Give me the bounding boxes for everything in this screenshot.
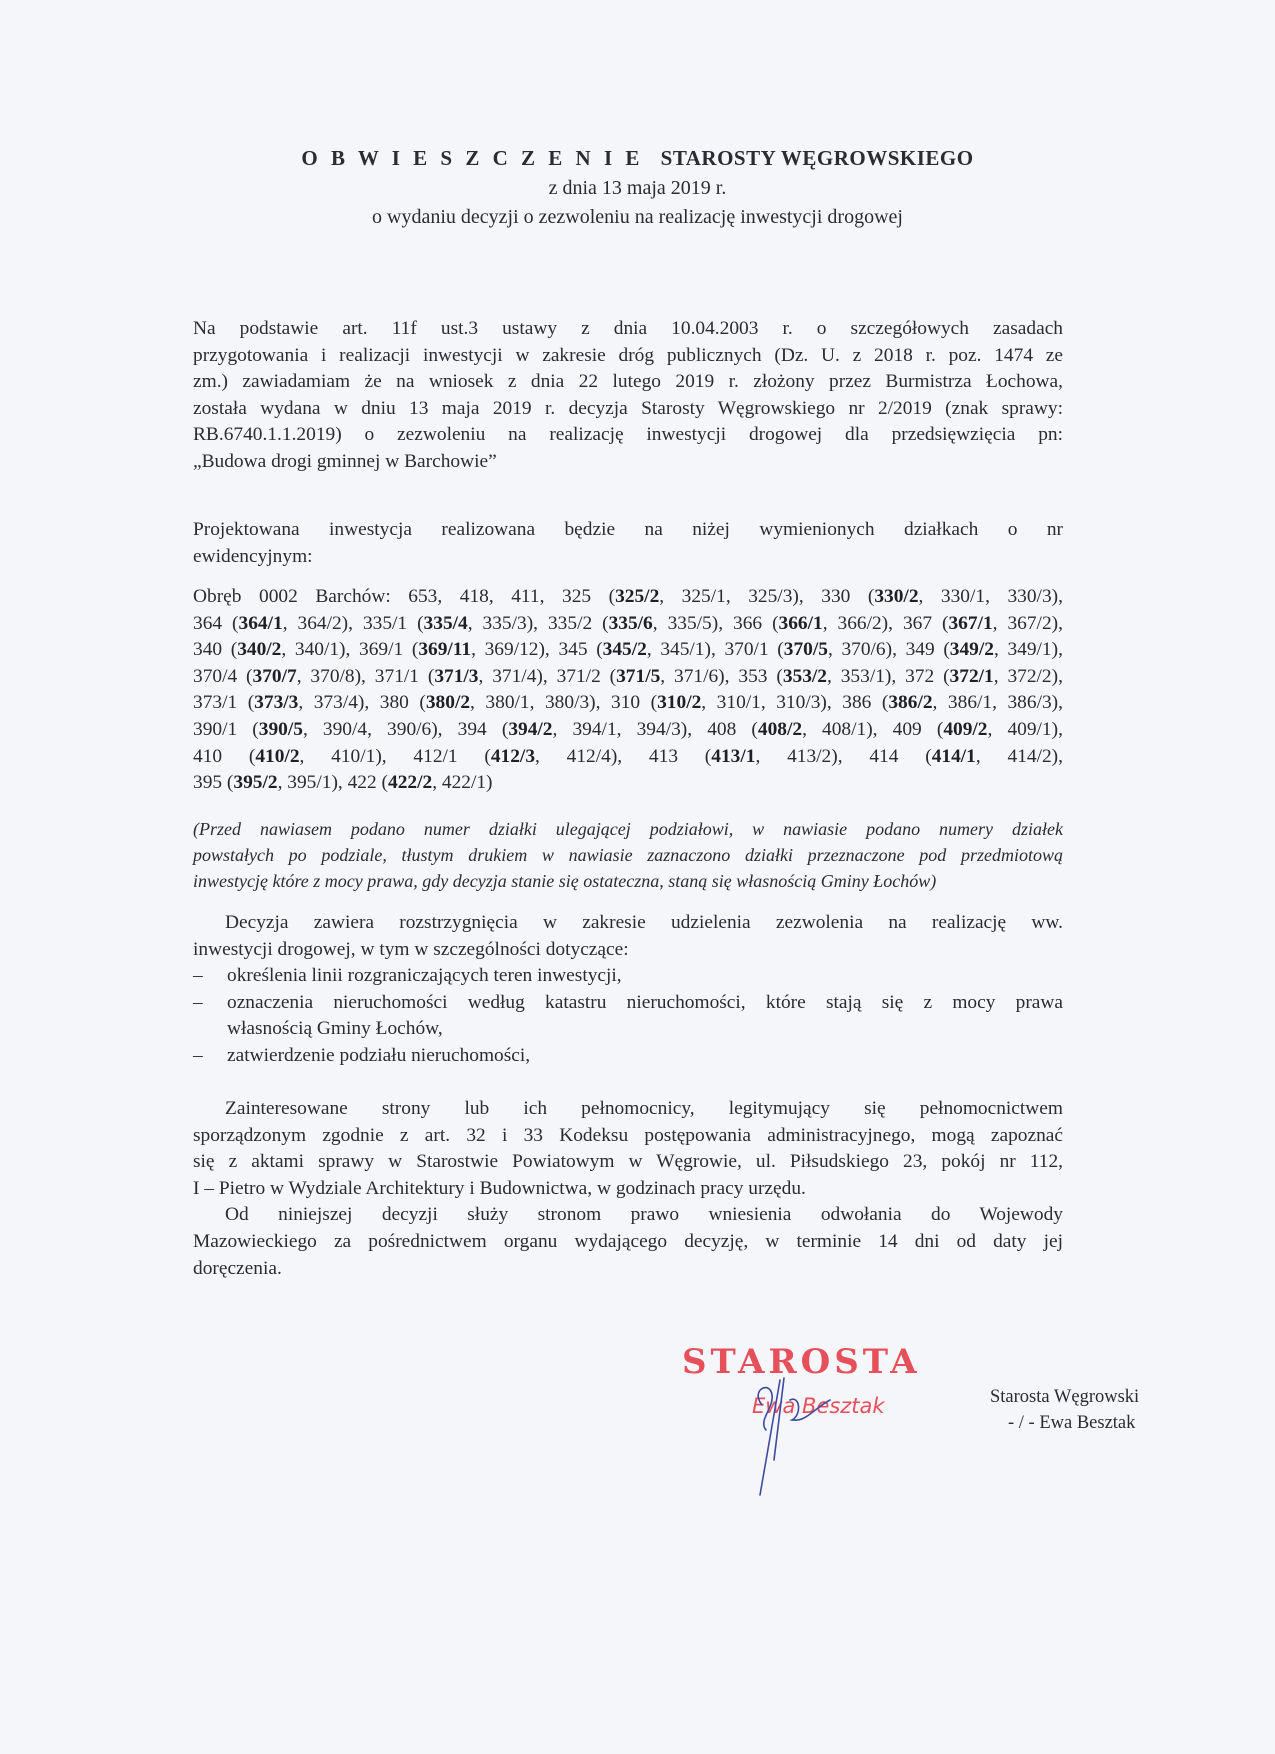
plot-list-line: 410 (410/2, 410/1), 412/1 (412/3, 412/4), 413 (413/1, 413/2), 414 (414/1, 414/2), xyxy=(193,745,1063,767)
text-line: Na podstawie art. 11f ust.3 ustawy z dnia 10.04.2003 r. o szczegółowych zasadach xyxy=(193,318,1063,339)
plot-list-note xyxy=(193,816,1063,894)
plot-list xyxy=(193,584,1063,797)
plot-number-bold: 409/2 xyxy=(943,718,988,740)
plot-number-bold: 371/5 xyxy=(616,665,661,687)
plot-number-bold: 413/1 xyxy=(711,745,756,767)
text-line: Od niniejszej decyzji służy stronom prawo wniesienia odwołania do Wojewody xyxy=(225,1204,1063,1226)
plot-number-bold: 310/2 xyxy=(657,692,702,714)
plot-list-line: Obręb 0002 Barchów: 653, 418, 411, 325 (325/2, 325/1, 325/3), 330 (330/2, 330/1, 330/3), xyxy=(193,586,1063,607)
text-line: (Przed nawiasem podano numer działki ulegającej podziałowi, w nawiasie podano numery działek xyxy=(193,819,1063,839)
document-date: z dnia 13 maja 2019 r. xyxy=(548,177,727,199)
handwritten-signature-icon xyxy=(740,1360,860,1500)
paragraph-legal-basis xyxy=(193,316,1063,476)
paragraph-file-access xyxy=(193,1096,1063,1282)
dash-bullet: – xyxy=(193,965,203,987)
text-line: Projektowana inwestycja realizowana będzie na niżej wymienionych działkach o nr xyxy=(193,519,1063,540)
text-line: Mazowieckiego za pośrednictwem organu wydającego decyzję, w terminie 14 dni od daty jej xyxy=(193,1230,1063,1252)
text-line: zatwierdzenie podziału nieruchomości, xyxy=(227,1044,531,1066)
text-line: zm.) zawiadamiam że na wniosek z dnia 22 lutego 2019 r. złożony przez Burmistrza Łochowa, xyxy=(193,371,1063,393)
title-spaced: O B W I E S Z C Z E N I E xyxy=(301,146,644,170)
plot-number-bold: 414/1 xyxy=(931,745,976,767)
list-item xyxy=(193,963,1063,990)
text-line: doręczenia. xyxy=(193,1257,282,1279)
text-line: określenia linii rozgraniczających teren inwestycji, xyxy=(227,965,622,987)
text-line: inwestycji drogowej, w tym w szczególności dotyczące: xyxy=(193,938,629,960)
text-line: RB.6740.1.1.2019) o zezwoleniu na realizację inwestycji drogowej dla przedsięwzięcia pn: xyxy=(193,424,1063,446)
plot-list-line: 364 (364/1, 364/2), 335/1 (335/4, 335/3), 335/2 (335/6, 335/5), 366 (366/1, 366/2), 367 (367/1, 367/2), xyxy=(193,612,1063,634)
signer-block xyxy=(990,1384,1139,1436)
text-line: Decyzja zawiera rozstrzygnięcia w zakresie udzielenia zezwolenia na realizację ww. xyxy=(225,912,1063,933)
plot-number-bold: 335/6 xyxy=(608,612,653,634)
document-subject: o wydaniu decyzji o zezwoleniu na realizację inwestycji drogowej xyxy=(372,206,903,228)
text-line: I – Pietro w Wydziale Architektury i Budownictwa, w godzinach pracy urzędu. xyxy=(193,1177,806,1199)
signer-role: Starosta Węgrowski xyxy=(990,1387,1140,1407)
plot-list-line: 390/1 (390/5, 390/4, 390/6), 394 (394/2, 394/1, 394/3), 408 (408/2, 408/1), 409 (409/2, 409/1), xyxy=(193,718,1063,740)
paragraph-decision-scope xyxy=(193,910,1063,1070)
plot-number-bold: 410/2 xyxy=(255,745,300,767)
text-line: powstałych po podziale, tłustym drukiem w nawiasie zaznaczono działki przeznaczone pod przedmiotową xyxy=(193,845,1063,865)
plot-number-bold: 370/7 xyxy=(252,665,297,687)
plot-list-line: 395 (395/2, 395/1), 422 (422/2, 422/1) xyxy=(193,772,493,794)
plot-number-bold: 345/2 xyxy=(602,639,647,661)
paragraph-plots-intro xyxy=(193,517,1063,570)
stamp-title: STAROSTA xyxy=(682,1342,921,1382)
plot-number-bold: 330/2 xyxy=(874,586,919,607)
stamp-name: Ewa Besztak xyxy=(752,1394,885,1418)
plot-number-bold: 390/5 xyxy=(258,718,303,740)
plot-number-bold: 364/1 xyxy=(238,612,283,634)
plot-number-bold: 371/3 xyxy=(434,665,479,687)
plot-number-bold: 380/2 xyxy=(425,692,471,714)
text-line: Zainteresowane strony lub ich pełnomocnicy, legitymujący się pełnomocnictwem xyxy=(225,1098,1063,1119)
plot-number-bold: 340/2 xyxy=(237,639,282,661)
list-item xyxy=(193,990,1063,1043)
plot-number-bold: 353/2 xyxy=(782,665,827,687)
plot-number-bold: 372/1 xyxy=(949,665,994,687)
text-line: inwestycję które z mocy prawa, gdy decyzja stanie się ostateczna, staną się własnością Gminy Łochów) xyxy=(193,871,937,891)
text-line: „Budowa drogi gminnej w Barchowie” xyxy=(193,450,497,472)
plot-number-bold: 366/1 xyxy=(778,612,823,634)
document-title xyxy=(0,146,1275,171)
plot-number-bold: 370/5 xyxy=(783,639,828,661)
text-line: się z aktami sprawy w Starostwie Powiatowym w Węgrowie, ul. Piłsudskiego 23, pokój nr 112, xyxy=(193,1151,1063,1173)
plot-number-bold: 412/3 xyxy=(490,745,536,767)
signer-name: - / - Ewa Besztak xyxy=(1008,1413,1136,1433)
text-line: została wydana w dniu 13 maja 2019 r. decyzja Starosty Węgrowskiego nr 2/2019 (znak sprawy: xyxy=(193,397,1063,419)
title-rest: STAROSTY WĘGROWSKIEGO xyxy=(660,146,974,170)
plot-number-bold: 422/2 xyxy=(388,772,433,794)
plot-number-bold: 394/2 xyxy=(508,718,553,740)
plot-number-bold: 373/3 xyxy=(254,692,299,714)
text-line: własnością Gminy Łochów, xyxy=(227,1018,443,1040)
plot-number-bold: 325/2 xyxy=(615,586,660,607)
text-line: sporządzonym zgodnie z art. 32 i 33 Kodeksu postępowania administracyjnego, mogą zapoznać xyxy=(193,1124,1063,1146)
plot-number-bold: 395/2 xyxy=(233,772,278,794)
plot-number-bold: 386/2 xyxy=(888,692,933,714)
text-line: oznaczenia nieruchomości według katastru nieruchomości, które stają się z mocy prawa xyxy=(227,991,1063,1013)
plot-list-line: 370/4 (370/7, 370/8), 371/1 (371/3, 371/4), 371/2 (371/5, 371/6), 353 (353/2, 353/1), 372 (372/1, 372/2), xyxy=(193,665,1063,687)
plot-number-bold: 408/2 xyxy=(757,718,803,740)
plot-number-bold: 349/2 xyxy=(949,639,994,661)
plot-number-bold: 367/1 xyxy=(948,612,993,634)
plot-list-line: 340 (340/2, 340/1), 369/1 (369/11, 369/12), 345 (345/2, 345/1), 370/1 (370/5, 370/6), 349 (349/2, 349/1), xyxy=(193,639,1063,661)
plot-number-bold: 335/4 xyxy=(423,612,468,634)
dash-bullet: – xyxy=(193,991,203,1013)
plot-list-line: 373/1 (373/3, 373/4), 380 (380/2, 380/1, 380/3), 310 (310/2, 310/1, 310/3), 386 (386/2, 386/1, 386/3), xyxy=(193,692,1063,714)
dash-bullet: – xyxy=(193,1044,203,1066)
plot-number-bold: 369/11 xyxy=(418,639,472,661)
list-item xyxy=(193,1043,1063,1070)
text-line: ewidencyjnym: xyxy=(193,545,313,567)
text-line: przygotowania i realizacji inwestycji w zakresie dróg publicznych (Dz. U. z 2018 r. poz. 1474 ze xyxy=(193,344,1063,366)
